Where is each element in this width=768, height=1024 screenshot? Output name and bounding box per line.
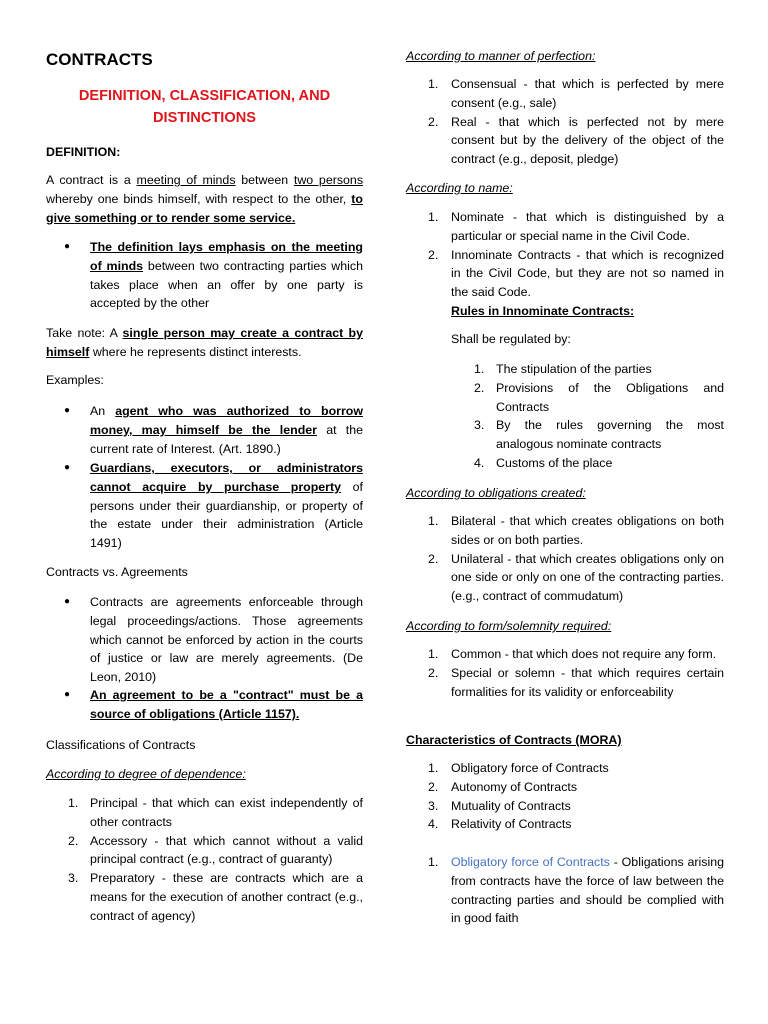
list-item: 1. Principal - that which can exist independently of other contracts xyxy=(68,796,363,829)
dependence-heading: According to degree of dependence: xyxy=(46,767,246,781)
list-item: 4. Customs of the place xyxy=(474,455,613,470)
bullet-icon: ● xyxy=(64,596,71,607)
obligations-list xyxy=(406,512,724,606)
obligatory-force-item: 1. Obligatory force of Contracts - Obligations arising from contracts have the force of law between the contracting parties and should be complied with in good faith xyxy=(428,855,724,926)
obligatory-force-term: Obligatory force of Contracts xyxy=(451,855,610,869)
list-item: 3. Mutuality of Contracts xyxy=(428,798,571,813)
list-item: 4. Relativity of Contracts xyxy=(428,817,572,832)
list-item: 1. Nominate - that which is distinguished by a particular or special name in the Civil Code. xyxy=(428,210,724,243)
section-title: DEFINITION, CLASSIFICATION, AND DISTINCTIONS xyxy=(78,88,331,126)
list-item: 3. By the rules governing the most analogous nominate contracts xyxy=(474,418,724,452)
document-title: CONTRACTS xyxy=(46,50,153,69)
bullet-icon: ● xyxy=(64,689,71,700)
list-item: 2. Real - that which is perfected not by mere consent but by the delivery of the object of the contract (e.g., deposit, pledge) xyxy=(428,114,724,167)
list-item: 2. Innominate Contracts - that which is recognized in the Civil Code, but they are not so named in the said Code. xyxy=(428,247,724,300)
perfection-list xyxy=(406,75,724,169)
classifications-heading: Classifications of Contracts xyxy=(46,738,196,752)
name-list xyxy=(406,208,724,321)
innominate-rules-heading: Rules in Innominate Contracts: xyxy=(451,303,635,318)
list-item: 1. Bilateral - that which creates obligations on both sides or on both parties. xyxy=(428,514,724,547)
form-list xyxy=(406,645,724,701)
contracts-vs-agreements-heading: Contracts vs. Agreements xyxy=(46,565,188,579)
regulated-by-text: Shall be regulated by: xyxy=(451,332,571,346)
bullet-icon: ● xyxy=(64,241,71,252)
list-item: 2. Special or solemn - that which requires certain formalities for its validity or enforceability xyxy=(428,665,724,699)
example-item: ● An agent who was authorized to borrow money, may himself be the lender at the current rate of Interest. (Art. 1890.) xyxy=(64,404,363,456)
perfection-heading: According to manner of perfection: xyxy=(406,49,596,63)
bullet-icon: ● xyxy=(64,462,71,473)
obligations-heading: According to obligations created: xyxy=(406,486,586,500)
list-item: 2. Autonomy of Contracts xyxy=(428,779,578,794)
list-item: 1. Obligatory force of Contracts xyxy=(428,761,609,775)
name-heading: According to name: xyxy=(406,181,513,195)
definition-heading: DEFINITION: xyxy=(46,145,121,159)
example-item: ● Guardians, executors, or administrators cannot acquire by purchase property of persons under their guardianship, or property of the estate under their administration (Article 1491) xyxy=(64,461,363,551)
list-item: 2. Provisions of the Obligations and Contracts xyxy=(474,380,724,414)
form-heading: According to form/solemnity required: xyxy=(406,619,612,633)
list-item: 1. The stipulation of the parties xyxy=(474,362,652,376)
rules-list xyxy=(406,360,724,473)
emphasis-bullet: ● The definition lays emphasis on the meeting of minds between two contracting parties which takes place when an offer by one party is accepted by the other xyxy=(64,240,363,311)
list-item: 1. Consensual - that which is perfected by mere consent (e.g., sale) xyxy=(428,77,724,110)
definition-paragraph: A contract is a meeting of minds between two persons whereby one binds himself, with respect to the other, to give something or to render some service. xyxy=(46,173,364,225)
list-item: 2. Accessory - that which cannot without a valid principal contract (e.g., contract of guaranty) xyxy=(68,833,363,867)
take-note-paragraph: Take note: A single person may create a contract by himself where he represents distinct interests. xyxy=(46,326,363,359)
dependence-list xyxy=(46,794,363,926)
bullet-icon: ● xyxy=(64,405,71,416)
list-item: 3. Preparatory - these are contracts which are a means for the execution of another contract (e.g., contract of agency) xyxy=(68,871,363,923)
characteristics-list xyxy=(406,759,724,834)
characteristics-heading: Characteristics of Contracts (MORA) xyxy=(406,733,622,747)
cva-bullet: ● Contracts are agreements enforceable through legal proceedings/actions. Those agreements which cannot be enforced by action in the courts of justice or law are merely agreements. (De Leon, 2010) xyxy=(64,595,363,685)
examples-heading: Examples: xyxy=(46,373,104,387)
list-item: 2. Unilateral - that which creates obligations only on one side or only on one of the contracting parties. (e.g., contract of commudatum) xyxy=(428,551,724,604)
cva-bullet: ● An agreement to be a "contract" must be a source of obligations (Article 1157). xyxy=(64,688,363,721)
list-item: 1. Common - that which does not require any form. xyxy=(428,647,717,661)
